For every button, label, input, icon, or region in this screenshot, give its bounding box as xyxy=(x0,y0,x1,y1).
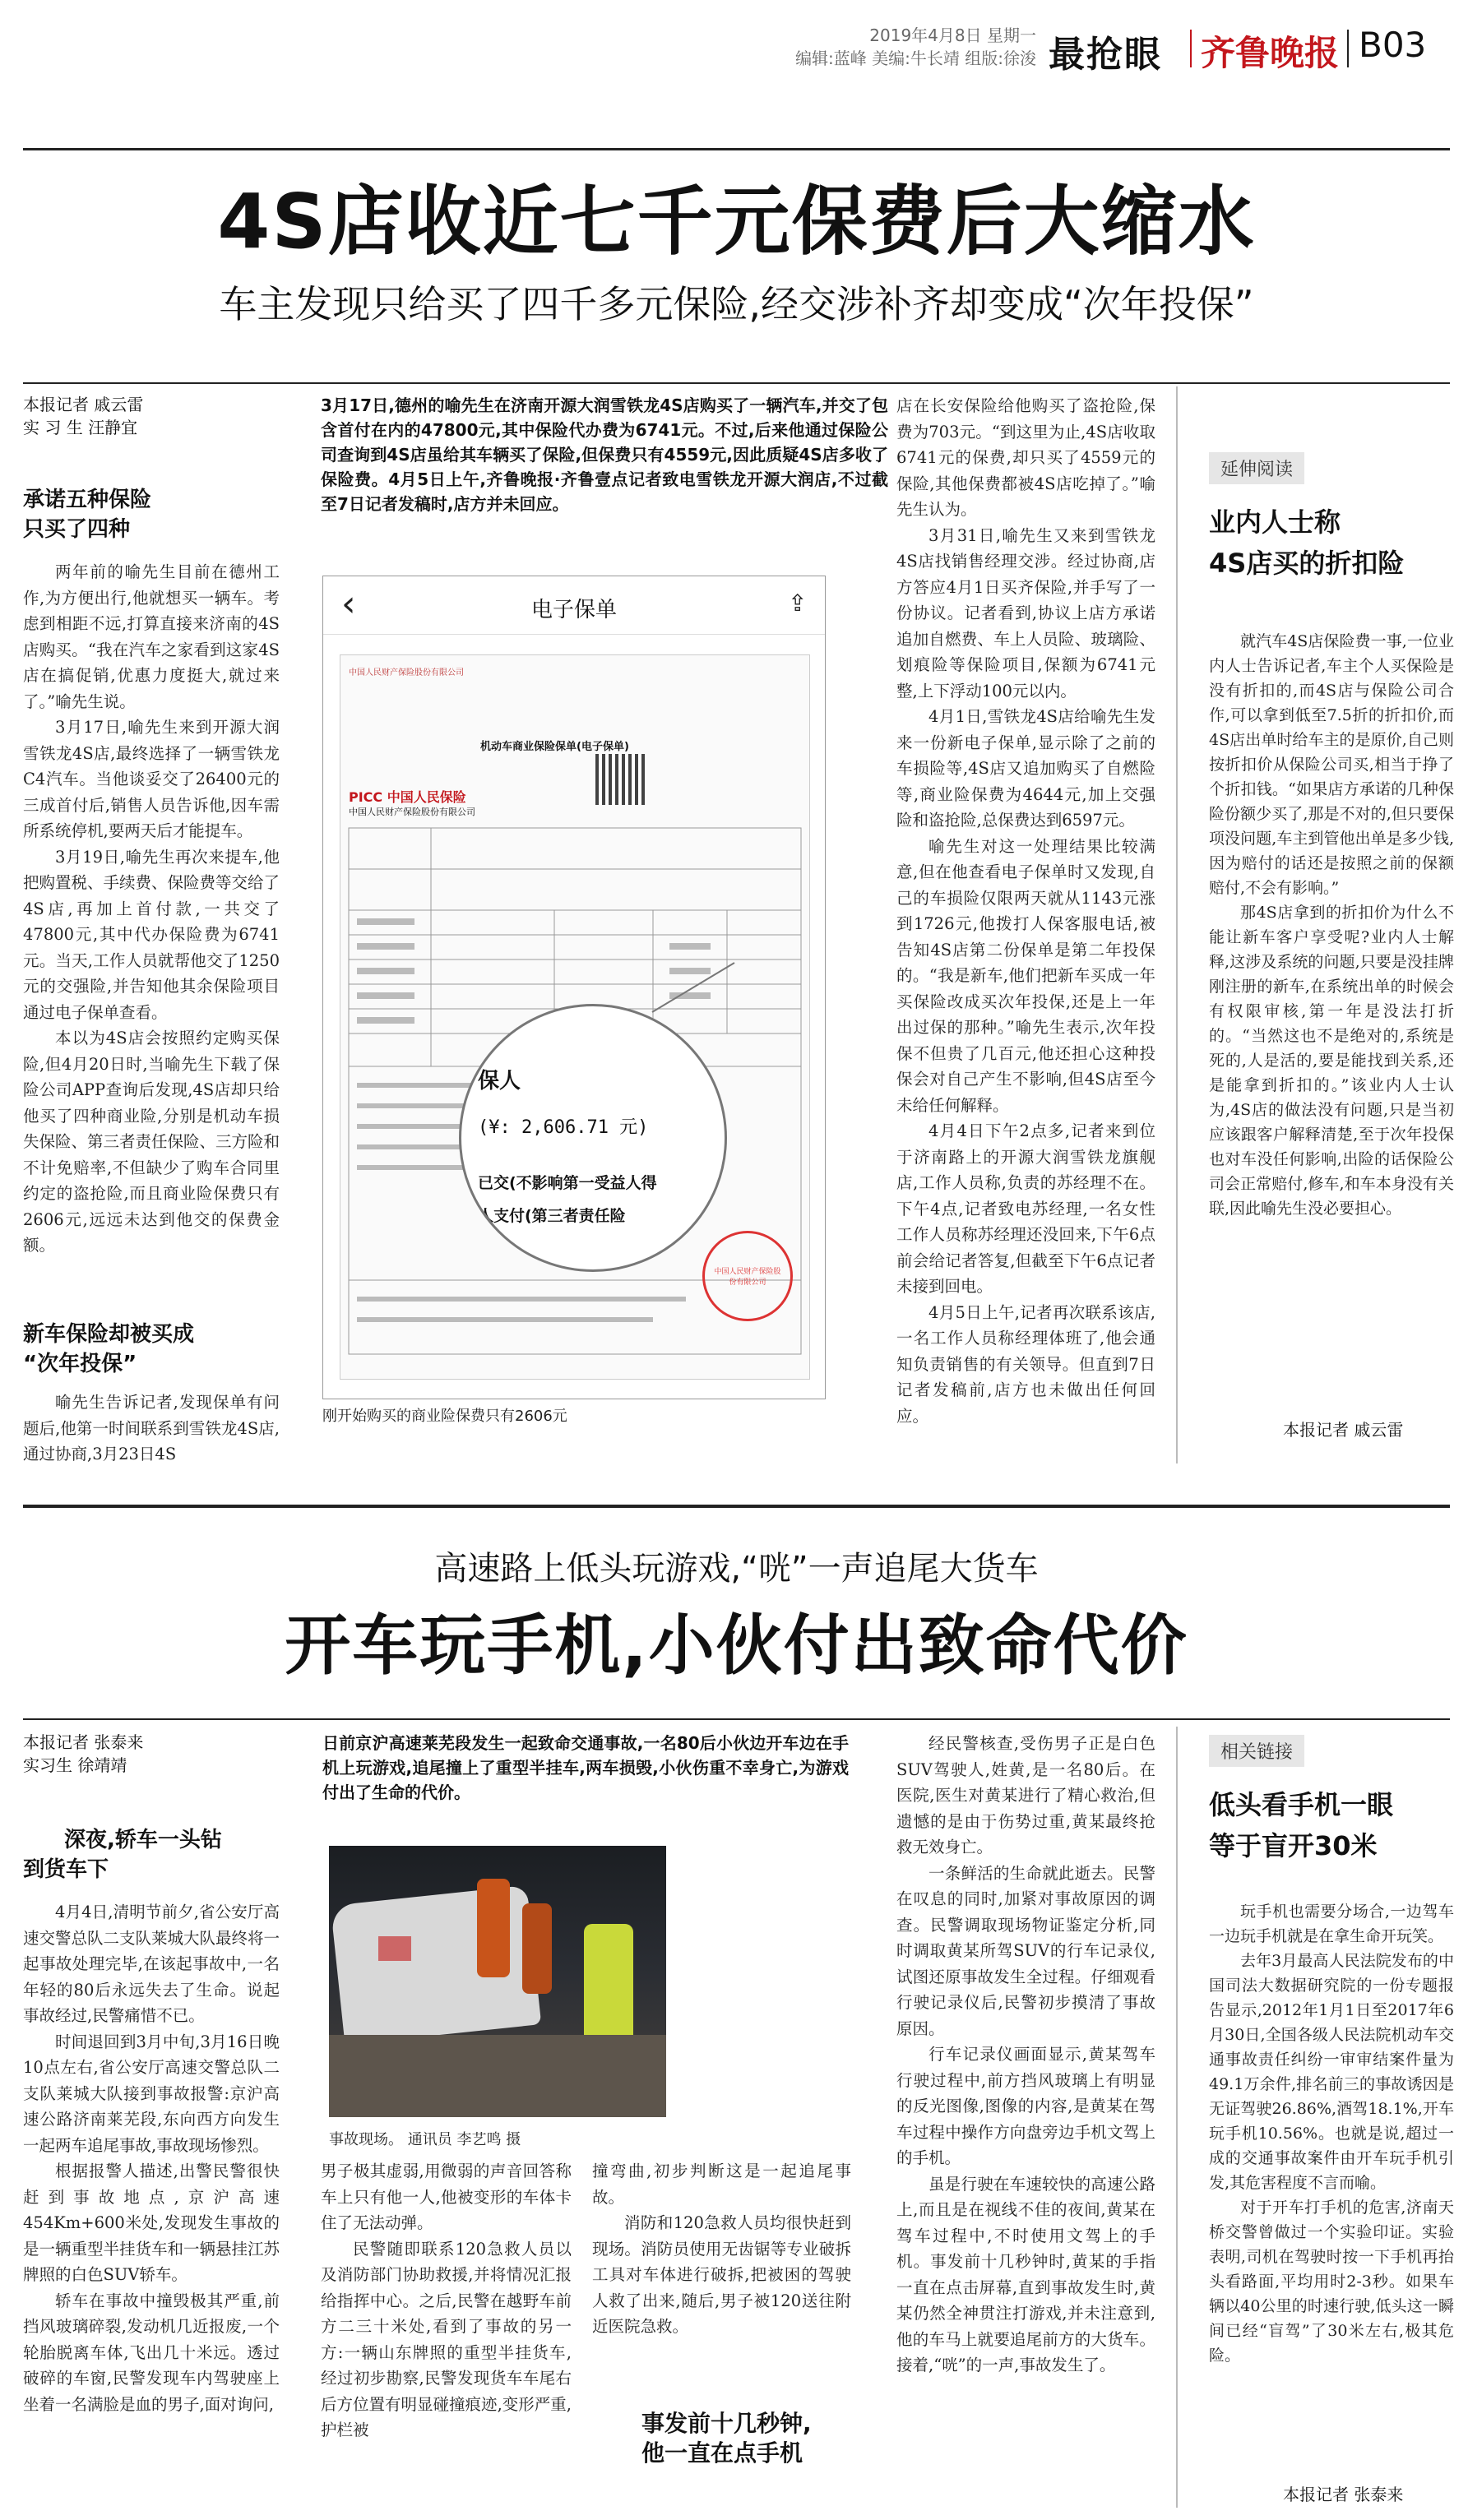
sidebar-byline: 本报记者 戚云雷 xyxy=(1283,1420,1404,1440)
paragraph: 4月1日,雪铁龙4S店给喻先生发来一份新电子保单,显示除了之前的车损险等,4S店又追加购买了自燃险等,商业险保费为4644元,加上交强险和盗抢险,总保费达到6597元。 xyxy=(896,707,1155,830)
subhead-line: 他一直在点手机 xyxy=(641,2439,803,2467)
paragraph: 撞弯曲,初步判断这是一起追尾事故。 xyxy=(592,2162,851,2207)
paragraph: 时间退回到3月中旬,3月16日晚10点左右,省公安厅高速交警总队二支队莱城大队接到事故报警:京沪高速公路济南莱芜段,东向西方向发生一起两车追尾事故,事故现场惨烈。 xyxy=(23,2032,280,2155)
paragraph: 轿车在事故中撞毁极其严重,前挡风玻璃碎裂,发动机几近报废,一个轮胎脱离车体,飞出几十米远。透过破碎的车窗,民警发现车内驾驶座上坐着一名满脸是血的男子,面对询问, xyxy=(23,2291,280,2414)
newspaper-logo: 齐鲁晚报 xyxy=(1201,33,1340,73)
sidebar-title-line: 等于盲开30米 xyxy=(1209,1830,1378,1861)
subhead-line: 只买了四种 xyxy=(23,517,131,542)
sidebar-title-line: 4S店买的折扣险 xyxy=(1209,548,1405,579)
subhead-line: 到货车下 xyxy=(23,1857,109,1882)
article1-subtitle: 车主发现只给买了四千多元保险,经交涉补齐却变成“次年投保” xyxy=(219,282,1254,326)
paragraph: 去年3月最高人民法院发布的中国司法大数据研究院的一份专题报告显示,2012年1月1日至2017年6月30日,全国各级人民法院机动车交通事故责任纠纷一审审结案件量为49.1万余件,排名前三的事故诱因是无证驾驶26.86%,酒驾18.1%,开车玩手机10.56%。也就是说,超过一成的交通事故案件由开车玩手机引发,其危害程度不言而喻。 xyxy=(1209,1952,1454,2192)
paragraph: 民警随即联系120急救人员以及消防部门协助救援,并将情况汇报给指挥中心。之后,民警在越野车前方二三十米处,看到了事故的另一方:一辆山东牌照的重型半挂货车,经过初步勘察,民警发现货车车尾右后方位置有明显碰撞痕迹,变形严重,护栏被 xyxy=(321,2239,572,2439)
paragraph: 3月19日,喻先生再次来提车,他把购置税、手续费、保险费等交给了4S店,再加上首付款,一共交了47800元,其中代办保险费为6741元。当天,工作人员就帮他交了1250元的交强险,并告知他其余保险项目通过电子保单查看。 xyxy=(23,847,280,1022)
paragraph: 玩手机也需要分场合,一边驾车一边玩手机就是在拿生命开玩笑。 xyxy=(1209,1903,1454,1945)
paragraph: 4月4日,清明节前夕,省公安厅高速交警总队二支队莱城大队最终将一起事故处理完毕,在该起事故中,一名年轻的80后永远失去了生命。说起事故经过,民警痛惜不已。 xyxy=(23,1903,280,2025)
paragraph: 两年前的喻先生目前在德州工作,为方便出行,他就想买一辆车。考虑到相距不远,打算直接来济南的4S店购买。“我在汽车之家看到这家4S店在搞促销,优惠力度挺大,就过来了。”喻先生说。 xyxy=(23,562,280,711)
sidebar-title xyxy=(1209,1784,1456,1866)
sidebar-divider xyxy=(1176,386,1178,1463)
paragraph: 就汽车4S店保险费一事,一位业内人士告诉记者,车主个人买保险是没有折扣的,而4S店与保险公司合作,可以拿到低至7.5折的折扣价,而4S店出单时给车主的是原价,自己则按折扣价从保险公司买,相当于挣了个折扣钱。“如果店方承诺的几种保险份额少买了,那是不对的,但只要保项没问题,车主到管他出单是多少钱,因为赔付的话还是按照之前的保额赔付,不会有影响。” xyxy=(1209,632,1454,897)
article-separator xyxy=(23,1505,1450,1508)
paragraph: 4月5日上午,记者再次联系该店,一名工作人员称经理体班了,他会通知负责销售的有关领导。但直到7日记者发稿前,店方也未做出任何回应。 xyxy=(896,1302,1155,1426)
paragraph: 店在长安保险给他购买了盗抢险,保费为703元。“到这里为止,4S店收取6741元的保费,却只买了4559元的保险,其他保费都被4S店吃掉了。”喻先生认为。 xyxy=(896,396,1155,519)
top-rule xyxy=(23,148,1450,150)
doc-heading: 机动车商业保险保单(电子保单) xyxy=(480,741,629,753)
article1-subhead1 xyxy=(23,485,294,544)
paragraph: 经民警核查,受伤男子正是白色SUV驾驶人,姓黄,是一名80后。在医院,医生对黄某进行了精心救治,但遗憾的是由于伤势过重,黄某最终抢救无效身亡。 xyxy=(896,1734,1155,1856)
paragraph: 一条鲜活的生命就此逝去。民警在叹息的同时,加紧对事故原因的调查。民警调取现场物证鉴定分析,同时调取黄某所驾SUV的行车记录仪,试图还原事故发生全过程。仔细观看行驶记录仪后,民警初步摸清了事故原因。 xyxy=(896,1863,1155,2038)
paragraph: 消防和120急救人员均很快赶到现场。消防员使用无齿锯等专业破拆工具对车体进行破拆,把被困的驾驶人救了出来,随后,男子被120送往附近医院急救。 xyxy=(592,2213,851,2336)
intern-credit: 实习生 徐靖靖 xyxy=(23,1755,127,1775)
paragraph: 男子极其虚弱,用微弱的声音回答称车上只有他一人,他被变形的车体卡住了无法动弹。 xyxy=(321,2162,572,2232)
sidebar-divider xyxy=(1176,1727,1178,2508)
blurred-area xyxy=(378,1936,411,1961)
issue-date: 2019年4月8日 星期一 xyxy=(869,25,1036,45)
sidebar-body xyxy=(1209,629,1454,1394)
photo-caption: 刚开始购买的商业险保费只有2606元 xyxy=(322,1408,567,1425)
paragraph: 喻先生告诉记者,发现保单有问题后,他第一时间联系到雪铁龙4S店,通过协商,3月23日4S xyxy=(23,1393,280,1463)
article1-byline xyxy=(23,393,294,439)
magnifier xyxy=(459,1004,727,1272)
company-stamp: 中国人民财产保险股份有限公司 xyxy=(702,1231,793,1321)
sidebar-title-line: 业内人士称 xyxy=(1209,506,1341,538)
article2-lead: 日前京沪高速莱芜段发生一起致命交通事故,一名80后小伙边开车边在手机上玩游戏,追尾撞上了重型半挂车,两车损毁,小伙伤重不幸身亡,为游戏付出了生命的代价。 xyxy=(322,1733,849,1802)
paragraph: 本以为4S店会按照约定购买保险,但4月20日时,当喻先生下载了保险公司APP查询后发现,4S店却只给他买了四种商业险,分别是机动车损失保险、第三者责任保险、三方险和不计免赔率,不但缺少了购车合同里约定的盗抢险,而且商业险保费只有2606元,远远未达到他交的保费金额。 xyxy=(23,1029,280,1255)
screen-header xyxy=(323,576,825,635)
paragraph: 4月4日下午2点多,记者来到位于济南路上的开源大润雪铁龙旗舰店,工作人员称,负责的苏经理不在。下午4点,记者致电苏经理,一名女性工作人员称苏经理还没回来,下午6点前会给记者答复,但截至下午6点记者未接到回电。 xyxy=(896,1121,1155,1296)
paragraph: 根据报警人描述,出警民警很快赶到事故地点,京沪高速454Km+600米处,发现发生事故的是一辆重型半挂货车和一辆悬挂江苏牌照的白色SUV轿车。 xyxy=(23,2162,280,2284)
editor-credits: 编辑:蓝峰 美编:牛长靖 组版:徐浚 xyxy=(795,49,1036,68)
sidebar-label: 延伸阅读 xyxy=(1209,452,1304,484)
article2-col1 xyxy=(23,1899,280,2504)
magnified-text: 已交(不影响第一受益人得 xyxy=(478,1174,657,1192)
screen-title: 电子保单 xyxy=(530,598,617,622)
article1-title: 4S店收近七千元保费后大缩水 xyxy=(217,178,1256,266)
article2-subhead1 xyxy=(23,1825,294,1884)
page-number: B03 xyxy=(1359,25,1427,65)
article2-col2 xyxy=(321,2158,572,2504)
subhead-line: 承诺五种保险 xyxy=(23,488,152,512)
article2-byline xyxy=(23,1731,294,1777)
e-policy-screenshot xyxy=(322,576,826,1399)
magnified-text: 保人 xyxy=(478,1069,521,1094)
article2-title: 开车玩手机,小伙付出致命代价 xyxy=(285,1607,1188,1684)
sidebar-label: 相关链接 xyxy=(1209,1735,1304,1767)
article2-col3 xyxy=(592,2158,851,2343)
title-rule xyxy=(23,382,1450,384)
share-icon: ⇪ xyxy=(788,590,808,617)
paragraph: 3月31日,喻先生又来到雪铁龙4S店找销售经理交涉。经过协商,店方答应4月1日买齐保险,并手写了一份协议。记者看到,协议上店方承诺追加自燃费、车上人员险、玻璃险、划痕险等保险项目,保额为6741元整,上下浮动100元以内。 xyxy=(896,525,1155,701)
header-divider xyxy=(1347,30,1349,67)
sidebar-body xyxy=(1209,1899,1454,2475)
magnified-amount: (¥: 2,606.71 元) xyxy=(478,1117,649,1138)
article2-kicker: 高速路上低头玩游戏,“咣”一声追尾大货车 xyxy=(434,1550,1039,1588)
paragraph: 虽是行驶在车速较快的高速公路上,而且是在视线不佳的夜间,黄某在驾车过程中,不时使用文驾上的手机。事发前十几秒钟时,黄某的手指一直在点击屏幕,直到事故发生时,黄某仍然全神贯注打游戏,并未注意到,他的车马上就要追尾前方的大货车。接着,“咣”的一声,事故发生了。 xyxy=(896,2174,1155,2374)
article1-col1-tail xyxy=(23,1389,280,1468)
article1-col3 xyxy=(896,393,1155,1470)
reporter-credit: 本报记者 张泰来 xyxy=(23,1732,144,1752)
sidebar-title xyxy=(1209,502,1456,584)
paragraph: 喻先生对这一处理结果比较满意,但在他查看电子保单时又发现,自己的车损险仅限两天就从1143元涨到1726元,他拨打人保客服电话,被告知4S店第二份保单是第二年投保的。“我是新车,他们把新车买成一年买保险改成买次年投保,还是上一年出过保的那种。”喻先生表示,次年投保不但贵了几百元,他还担心这种投保会对自己产生不影响,但4S店至今未给任何解释。 xyxy=(896,836,1155,1115)
rescuer-figure xyxy=(477,1879,510,1977)
qr-code xyxy=(595,754,646,805)
article1-col1 xyxy=(23,559,280,1324)
section-name: 最抢眼 xyxy=(1049,34,1162,76)
article2-col4 xyxy=(896,1731,1155,2504)
title-rule xyxy=(23,1718,1450,1720)
subhead-line: “次年投保” xyxy=(23,1352,137,1376)
sidebar-byline: 本报记者 张泰来 xyxy=(1283,2485,1404,2504)
back-icon: ‹ xyxy=(341,583,356,625)
subhead-line: 事发前十几秒钟, xyxy=(641,2410,812,2437)
picc-logo: PICC 中国人民保险 xyxy=(349,789,466,805)
paragraph: 对于开车打手机的危害,济南天桥交警曾做过一个实验印证。实验表明,司机在驾驶时按一下手机再抬头看路面,平均用时2-3秒。如果车辆以40公里的时速行驶,低头这一瞬间已经“盲驾”了30米左右,极其危险。 xyxy=(1209,2199,1454,2365)
magnifier-pointer xyxy=(636,955,751,1020)
paragraph: 那4S店拿到的折扣价为什么不能让新车客户享受呢?业内人士解释,这涉及系统的问题,只要是没挂牌刚注册的新车,在系统出单的时候会有权限审核,第一年是没法打折的。“当然这也不是绝对的,系统是死的,人是活的,要是能找到关系,还是能拿到折扣的。”该业内人士认为,4S店的做法没有问题,只是当初应该跟客户解释清楚,至于次年投保也对车没任何影响,出险的话保险公司会正常赔付,修车,和车本身没有关联,因此喻先生没必要担心。 xyxy=(1209,904,1454,1218)
photo-caption: 事故现场。 通讯员 李艺鸣 摄 xyxy=(329,2131,521,2148)
magnified-text: 人支付(第三者责任险 xyxy=(478,1207,626,1225)
picc-company: 中国人民财产保险股份有限公司 xyxy=(349,807,475,817)
accident-photo xyxy=(329,1846,666,2117)
paragraph: 行车记录仪画面显示,黄某驾车行驶过程中,前方挡风玻璃上有明显的反光图像,图像的内容,是黄某在驾车过程中操作方向盘旁边手机文驾上的手机。 xyxy=(896,2045,1155,2167)
article1-lead: 3月17日,德州的喻先生在济南开源大润雪铁龙4S店购买了一辆汽车,并交了包含首付在内的47800元,其中保险代办费为6741元。不过,后来他通过保险公司查询到4S店虽给其车辆买了保险,但保费只有4559元,因此质疑4S店多收了保险费。4月5日上午,齐鲁晚报·齐鲁壹点记者致电雪铁龙开源大润店,不过截至7日记者发稿时,店方并未回应。 xyxy=(321,395,888,514)
sidebar-title-line: 低头看手机一眼 xyxy=(1209,1789,1394,1820)
road-surface xyxy=(329,2035,666,2117)
reporter-credit: 本报记者 戚云雷 xyxy=(23,395,144,414)
intern-credit: 实 习 生 汪静宜 xyxy=(23,418,138,437)
paragraph: 3月17日,喻先生来到开源大润雪铁龙4S店,最终选择了一辆雪铁龙C4汽车。当他谈妥交了26400元的三成首付后,销售人员告诉他,因车需所系统停机,要两天后才能提车。 xyxy=(23,718,280,840)
subhead-line: 深夜,轿车一头钻 xyxy=(64,1828,222,1852)
doc-header: 中国人民财产保险股份有限公司 xyxy=(349,668,464,677)
article2-subhead2 xyxy=(641,2409,872,2468)
article1-subhead2 xyxy=(23,1320,294,1379)
header-divider xyxy=(1190,30,1192,67)
subhead-line: 新车保险却被买成 xyxy=(23,1322,195,1347)
rescuer-figure xyxy=(522,1903,552,1994)
